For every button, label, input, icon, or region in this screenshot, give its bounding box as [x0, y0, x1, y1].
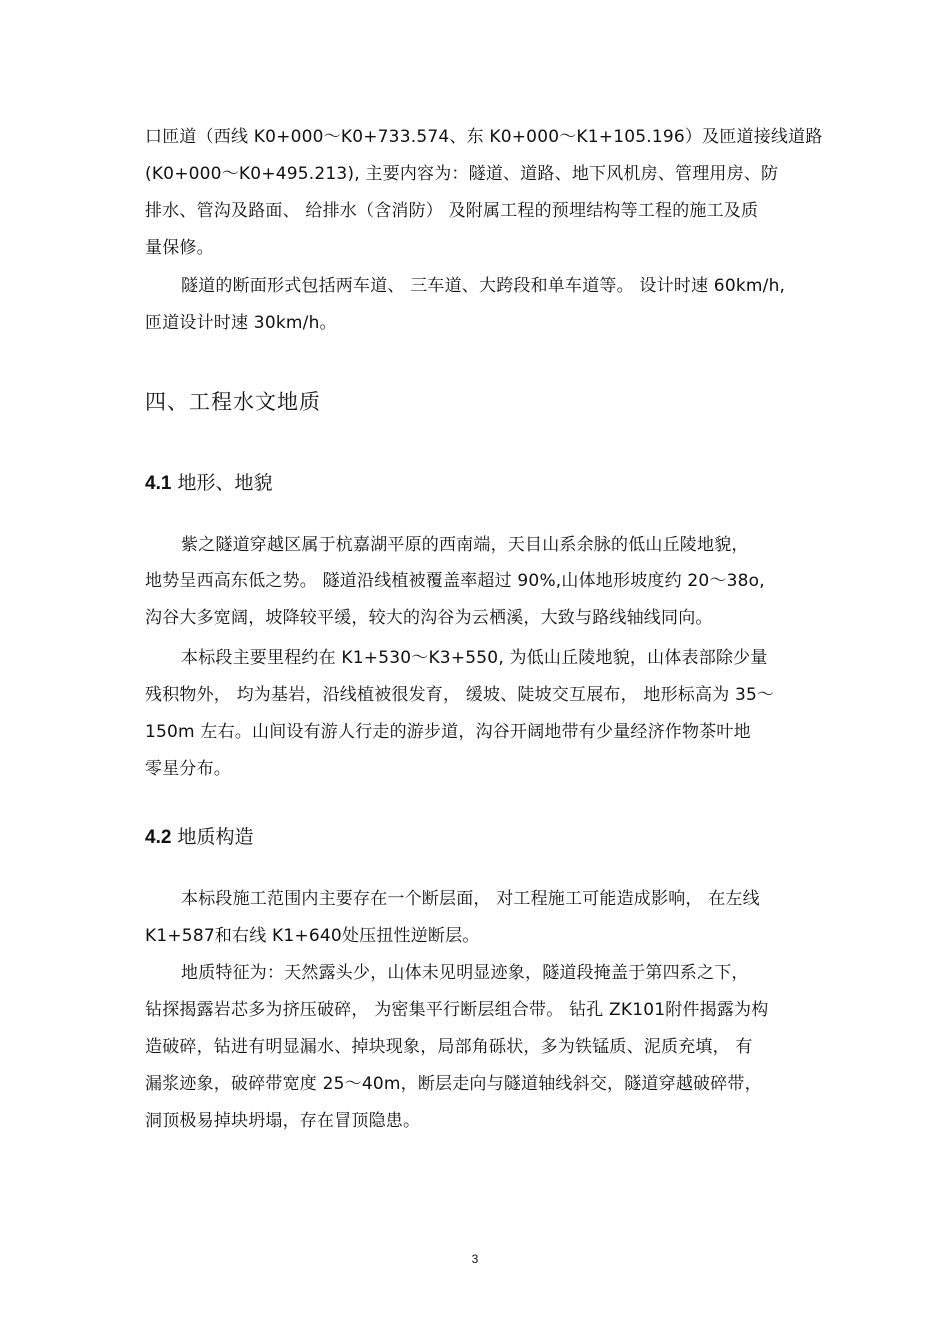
text-line: 残积物外， 均为基岩，沿线植被很发育， 缓坡、陡坡交互展布， 地形标高为 35～ — [145, 685, 775, 705]
subsection-heading-4-1 — [145, 468, 272, 495]
text-line: 口匝道（西线 K0+000～K0+733.574、东 K0+000～K1+105.196）及匝道接线道路 — [145, 127, 823, 147]
subsection-title: 地形、地貌 — [171, 472, 273, 494]
text-line: 零星分布。 — [145, 759, 231, 779]
text-line: 量保修。 — [145, 238, 214, 258]
text-line: 地质特征为：天然露头少，山体未见明显迹象，隧道段掩盖于第四系之下， — [181, 963, 749, 983]
text-line: 隧道的断面形式包括两车道、 三车道、大跨段和单车道等。 设计时速 60km/h, — [181, 276, 786, 296]
section-heading: 四、工程水文地质 — [145, 390, 321, 414]
text-line: 钻探揭露岩芯多为挤压破碎， 为密集平行断层组合带。 钻孔 ZK101附件揭露为构 — [145, 1000, 769, 1020]
subsection-number: 4.2 — [145, 827, 172, 848]
text-line: 匝道设计时速 30km/h。 — [145, 313, 337, 333]
text-line: 地势呈西高东低之势。 隧道沿线植被覆盖率超过 90%,山体地形坡度约 20～38o, — [145, 571, 765, 591]
subsection-title: 地质构造 — [171, 826, 254, 848]
text-line: 洞顶极易掉块坍塌，存在冒顶隐患。 — [145, 1111, 421, 1131]
text-line: 造破碎，钻进有明显漏水、掉块现象，局部角砾状，多为铁锰质、泥质充填， 有 — [145, 1037, 753, 1057]
subsection-heading-4-2 — [145, 822, 253, 849]
page-number: 3 — [471, 1252, 479, 1266]
text-line: 排水、管沟及路面、 给排水（含消防） 及附属工程的预埋结构等工程的施工及质 — [145, 201, 759, 221]
text-line: K1+587和右线 K1+640处压扭性逆断层。 — [145, 926, 480, 946]
subsection-number: 4.1 — [145, 473, 172, 494]
text-line: 本标段主要里程约在 K1+530～K3+550, 为低山丘陵地貌，山体表部除少量 — [181, 648, 768, 668]
text-line: 本标段施工范围内主要存在一个断层面， 对工程施工可能造成影响， 在左线 — [181, 889, 760, 909]
text-line: 漏浆迹象，破碎带宽度 25～40m，断层走向与隧道轴线斜交，隧道穿越破碎带， — [145, 1074, 762, 1094]
text-line: 紫之隧道穿越区属于杭嘉湖平原的西南端，天目山系余脉的低山丘陵地貌， — [181, 535, 749, 555]
text-line: (K0+000～K0+495.213), 主要内容为：隧道、道路、地下风机房、管理用房、防 — [145, 164, 779, 184]
text-line: 150m 左右。山间设有游人行走的游步道，沟谷开阔地带有少量经济作物茶叶地 — [145, 722, 751, 742]
text-line: 沟谷大多宽阔，坡降较平缓，较大的沟谷为云栖溪，大致与路线轴线同向。 — [145, 608, 713, 628]
